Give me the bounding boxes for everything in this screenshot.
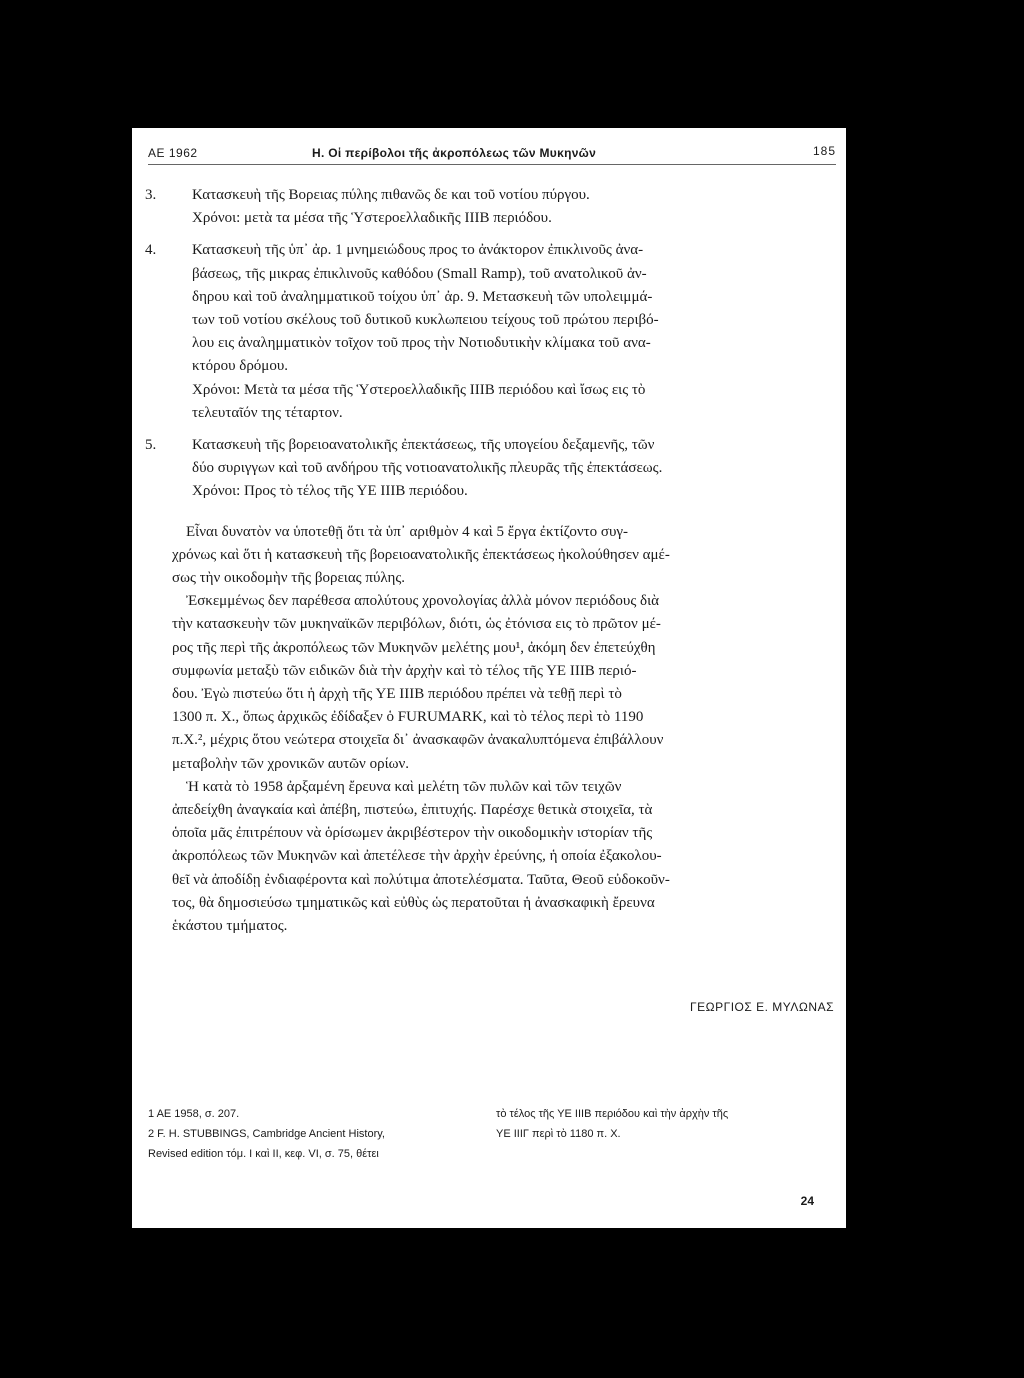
article-body <box>145 184 836 938</box>
item-number: 3. <box>145 187 157 203</box>
text-line: δύο συριγγων καὶ τοῦ ανδήρου τῆς νοτιοανατολικῆς πλευρᾶς τῆς ἐπεκτάσεως. <box>192 460 663 477</box>
text-line: δηρου καὶ τοῦ ἀναλημματικοῦ τοίχου ὑπ᾽ ἀρ. 9. Μετασκευὴ τῶν υπολειμμά- <box>192 288 653 305</box>
text-line: Κατασκευὴ τῆς βορειοανατολικῆς ἐπεκτάσεως, τῆς υπογείου δεξαμενῆς, τῶν <box>192 437 655 454</box>
text-line: τος, θὰ δημοσιεύσω τμηματικῶς καὶ εὐθὺς ὡς περατοῦται ἡ ἀνασκαφικὴ ἔρευνα <box>172 894 655 911</box>
paragraph <box>172 776 836 938</box>
footnote-line: ΥΕ ΙΙΙΓ περὶ τὸ 1180 π. Χ. <box>496 1128 621 1140</box>
text-line: χρόνως καὶ ὅτι ἡ κατασκευὴ τῆς βορειοανατολικῆς ἐπεκτάσεως ἠκολούθησεν αμέ- <box>172 546 670 563</box>
text-line: Χρόνοι: μετὰ τα μέσα τῆς Ὑστεροελλαδικῆς ΙΙΙΒ περιόδου. <box>192 210 552 227</box>
header-rule <box>148 164 836 165</box>
text-line: κτόρου δρόμου. <box>192 358 289 375</box>
text-line: Εἶναι δυνατὸν να ὑποτεθῇ ὅτι τὰ ὑπ᾽ αριθμὸν 4 καὶ 5 ἔργα ἐκτίζοντο συγ- <box>186 523 629 540</box>
text-line: ἀπεδείχθη ἀναγκαία καὶ ἀπέβη, πιστεύω, ἐπιτυχής. Παρέσχε θετικὰ στοιχεῖα, τὰ <box>172 802 653 819</box>
footnote-line: Revised edition τόμ. Ι καὶ ΙΙ, κεφ. VI, σ. 75, θέτει <box>148 1148 379 1160</box>
text-line: Ἐσκεμμένως δεν παρέθεσα απολύτους χρονολογίας ἀλλὰ μόνον περιόδους διὰ <box>186 593 660 610</box>
paragraph <box>172 590 836 776</box>
footnotes-left-column <box>148 1104 468 1164</box>
text-line: βάσεως, τῆς μικρας ἐπικλινοῦς καθόδου (Small Ramp), τοῦ ανατολικοῦ ἀν- <box>192 265 647 282</box>
text-line: μεταβολὴν τῶν χρονικῶν αυτῶν ορίων. <box>172 755 410 772</box>
footnote-line: 1 ΑΕ 1958, σ. 207. <box>148 1108 240 1120</box>
text-line: θεῖ νὰ ἀποδίδῃ ἐνδιαφέροντα καὶ πολύτιμα ἀποτελέσματα. Ταῦτα, Θεοῦ εὐδοκοῦν- <box>172 871 670 888</box>
text-line: τὴν κατασκευὴν τῶν μυκηναϊκῶν περιβόλων, διότι, ὡς ἐτόνισα εις τὸ πρῶτον μέ- <box>172 616 661 633</box>
text-line: Κατασκευὴ τῆς Βορειας πύλης πιθανῶς δε και τοῦ νοτίου πύργου. <box>192 187 590 203</box>
paragraph <box>172 521 836 591</box>
list-item <box>145 434 836 504</box>
text-line: σως τὴν οικοδομὴν τῆς βορειας πύλης. <box>172 570 406 587</box>
item-number: 5. <box>145 437 157 454</box>
text-line: ἀκροπόλεως τῶν Μυκηνῶν καὶ ἀπετέλεσε τὴν ἀρχὴν ἐρεύνης, ἡ οποία ἐξακολου- <box>172 848 662 865</box>
footnote-line: τὸ τέλος τῆς ΥΕ ΙΙΙΒ περιόδου καὶ τὴν ἀρχὴν τῆς <box>496 1108 729 1120</box>
text-line: τελευταῖόν της τέταρτον. <box>192 404 343 421</box>
text-line: ρος τῆς περὶ τῆς ἀκροπόλεως τῶν Μυκηνῶν μελέτης μου¹, ἀκόμη δεν ἐπετεύχθη <box>172 639 656 656</box>
text-line: των τοῦ νοτίου σκέλους τοῦ δυτικοῦ κυκλωπειου τείχους τοῦ πρώτου περιβό- <box>192 312 659 329</box>
text-line: Ἡ κατὰ τὸ 1958 ἀρξαμένη ἔρευνα καὶ μελέτη τῶν πυλῶν καὶ τῶν τειχῶν <box>186 778 622 795</box>
footnotes-right-column <box>496 1104 846 1144</box>
journal-label: ΑΕ 1962 <box>148 146 198 160</box>
text-line: δου. Ἐγὼ πιστεύω ὅτι ἡ ἀρχὴ τῆς ΥΕ ΙΙΙΒ περιόδου πρέπει νὰ τεθῇ περὶ τὸ <box>172 686 622 703</box>
text-line: Κατασκευὴ τῆς ὑπ᾽ ἀρ. 1 μνημειώδους προς το ἀνάκτορον ἐπικλινοῦς ἀνα- <box>192 242 644 259</box>
list-item <box>145 184 836 230</box>
text-line: ἑκάστου τμήματος. <box>172 918 288 935</box>
item-number: 4. <box>145 242 157 259</box>
text-line: λου εις ἀναλημματικὸν τοῖχον τοῦ προς τὴν Νοτιοδυτικὴν κλίμακα τοῦ ανα- <box>192 335 651 352</box>
text-line: 1300 π. Χ., ὅπως ἀρχικῶς ἐδίδαξεν ὁ FURUMARK, καὶ τὸ τέλος περὶ τὸ 1190 <box>172 709 644 726</box>
text-line: ὁποῖα μᾶς ἐπιτρέπουν νὰ ὁρίσωμεν ἀκριβέστερον τὴν οικοδομικὴν ιστορίαν τῆς <box>172 825 653 842</box>
sheet-signature-number: 24 <box>800 1194 814 1208</box>
footnote-line: 2 F. H. STUBBINGS, Cambridge Ancient History, <box>148 1128 385 1140</box>
text-line: π.Χ.², μέχρις ὅτου νεώτερα στοιχεῖα δι᾽ ἀνασκαφῶν ἀνακαλυπτόμενα ἐπιβάλλουν <box>172 732 664 749</box>
text-line: συμφωνία μεταξὺ τῶν ειδικῶν διὰ τὴν ἀρχὴν καὶ τὸ τέλος τῆς ΥΕ ΙΙΙΒ περιό- <box>172 662 637 679</box>
list-item <box>145 239 836 425</box>
running-title: Η. Οἱ περίβολοι τῆς ἀκροπόλεως τῶν Μυκηνῶν <box>312 146 597 160</box>
text-line: Χρόνοι: Μετὰ τα μέσα τῆς Ὑστεροελλαδικῆς ΙΙΙΒ περιόδου καὶ ἴσως εις τὸ <box>192 381 646 398</box>
author-signature: ΓΕΩΡΓΙΟΣ Ε. ΜΥΛΩΝΑΣ <box>690 1000 834 1014</box>
page-number: 185 <box>812 144 836 158</box>
text-line: Χρόνοι: Προς τὸ τέλος τῆς ΥΕ ΙΙΙΒ περιόδου. <box>192 483 468 500</box>
